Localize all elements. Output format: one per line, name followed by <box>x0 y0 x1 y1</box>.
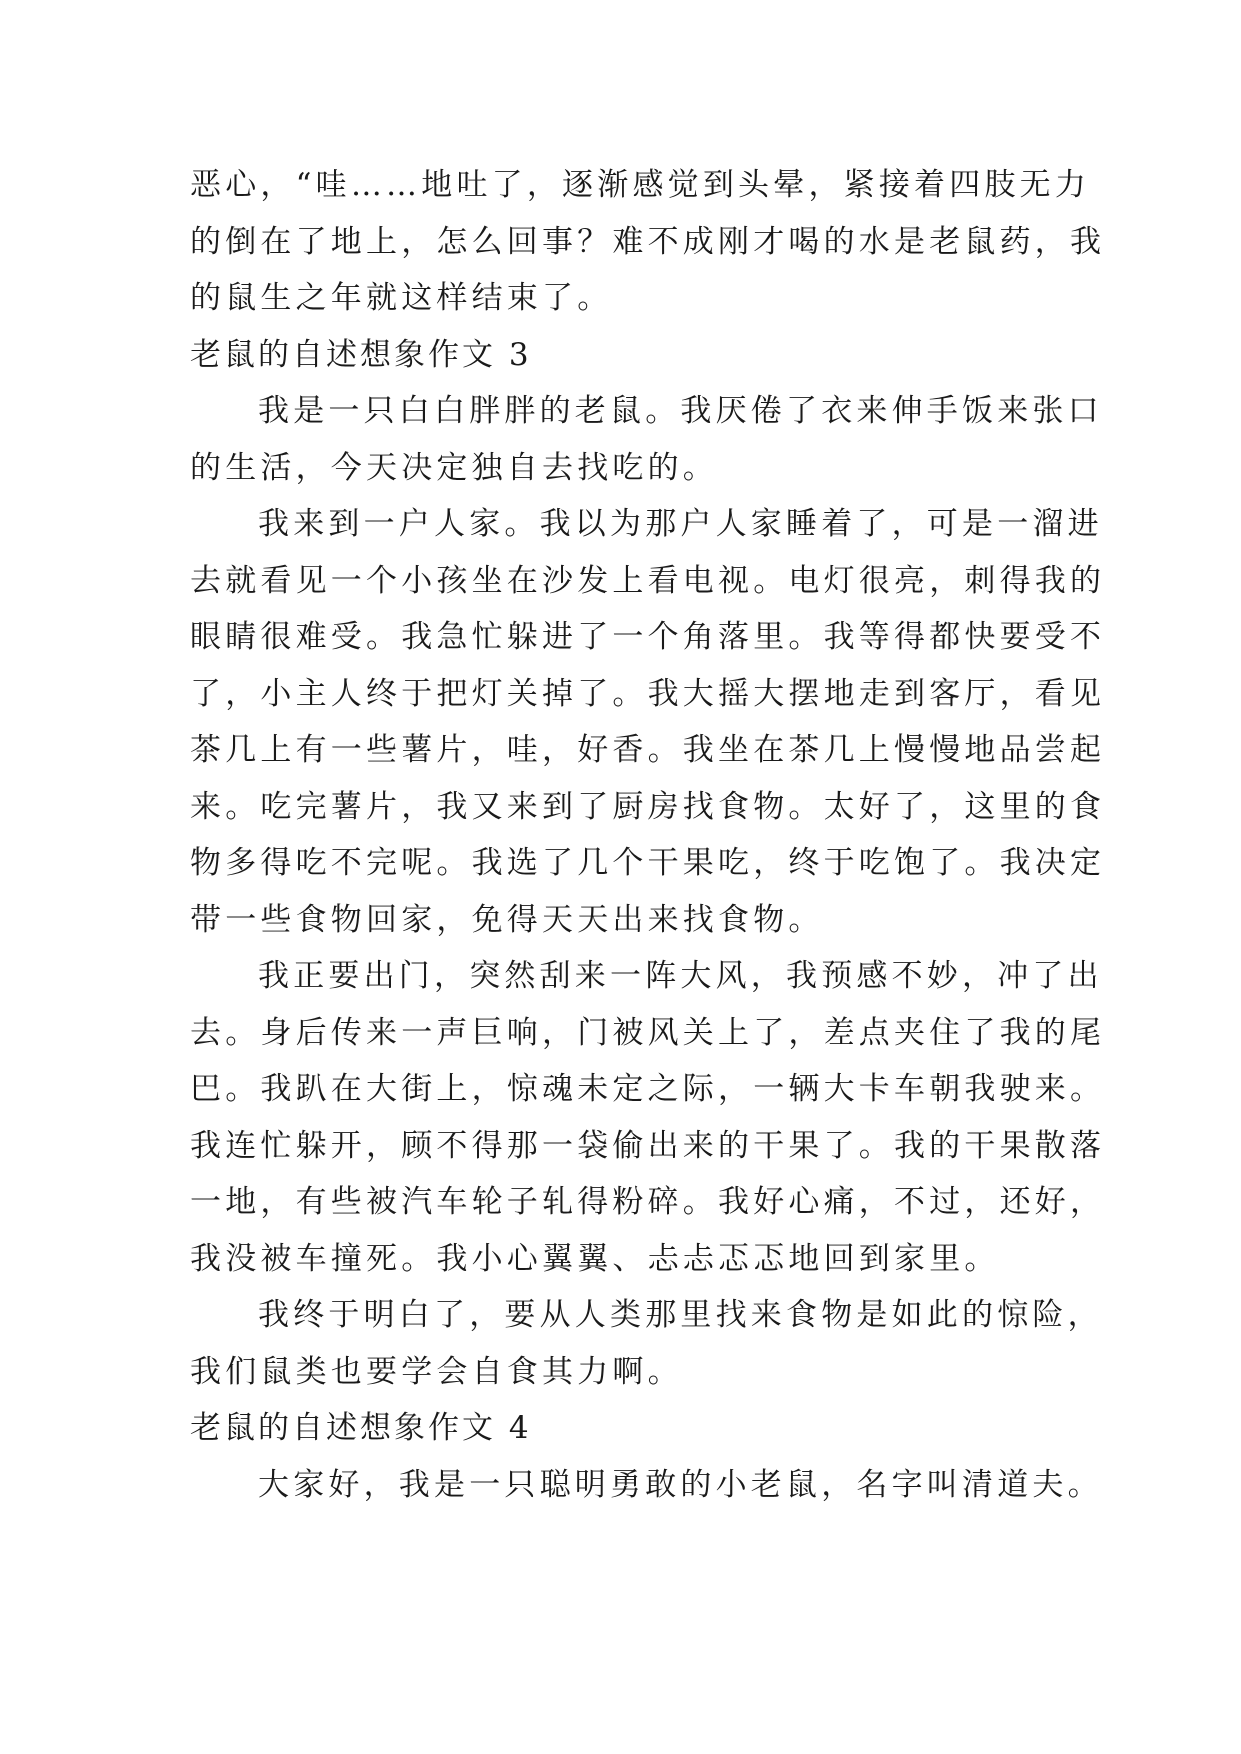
text-line: 茶几上有一些薯片，哇，好香。我坐在茶几上慢慢地品尝起 <box>190 732 1106 768</box>
text-line: 去。身后传来一声巨响，门被风关上了，差点夹住了我的尾 <box>190 1014 1106 1051</box>
document-body <box>190 157 1106 1513</box>
text-line: 了，小主人终于把灯关掉了。我大摇大摆地走到客厅，看见 <box>190 675 1106 712</box>
paragraph-first-line: 我终于明白了，要从人类那里找来食物是如此的惊险， <box>258 1297 1103 1333</box>
text-line: 去就看见一个小孩坐在沙发上看电视。电灯很亮，刺得我的 <box>190 562 1106 599</box>
paragraph-first-line: 我正要出门，突然刮来一阵大风，我预感不妙，冲了出 <box>258 958 1103 994</box>
text-line: 恶心，“哇……地吐了，逐渐感觉到头晕，紧接着四肢无力 <box>190 167 1091 203</box>
text-line: 的鼠生之年就这样结束了。 <box>190 280 613 316</box>
text-line: 带一些食物回家，免得天天出来找食物。 <box>190 901 824 938</box>
text-line: 一地，有些被汽车轮子轧得粉碎。我好心痛，不过，还好， <box>190 1184 1106 1220</box>
text-line: 我们鼠类也要学会自食其力啊。 <box>190 1353 683 1390</box>
text-line: 我没被车撞死。我小心翼翼、忐忐忑忑地回到家里。 <box>190 1240 1000 1277</box>
section-heading: 老鼠的自述想象作文 3 <box>190 336 532 373</box>
paragraph-first-line: 大家好，我是一只聪明勇敢的小老鼠，名字叫清道夫。 <box>258 1466 1103 1503</box>
text-line: 眼睛很难受。我急忙躲进了一个角落里。我等得都快要受不 <box>190 619 1106 655</box>
text-line: 来。吃完薯片，我又来到了厨房找食物。太好了，这里的食 <box>190 788 1106 825</box>
paragraph-first-line: 我是一只白白胖胖的老鼠。我厌倦了衣来伸手饭来张口 <box>258 393 1103 429</box>
section-heading: 老鼠的自述想象作文 4 <box>190 1410 532 1446</box>
text-line: 的倒在了地上，怎么回事？难不成刚才喝的水是老鼠药，我 <box>190 223 1106 260</box>
text-line: 我连忙躲开，顾不得那一袋偷出来的干果了。我的干果散落 <box>190 1127 1106 1164</box>
text-line: 巴。我趴在大街上，惊魂未定之际，一辆大卡车朝我驶来。 <box>190 1071 1106 1107</box>
paragraph-first-line: 我来到一户人家。我以为那户人家睡着了，可是一溜进 <box>258 506 1103 542</box>
text-line: 物多得吃不完呢。我选了几个干果吃，终于吃饱了。我决定 <box>190 845 1106 881</box>
text-line: 的生活，今天决定独自去找吃的。 <box>190 449 718 486</box>
